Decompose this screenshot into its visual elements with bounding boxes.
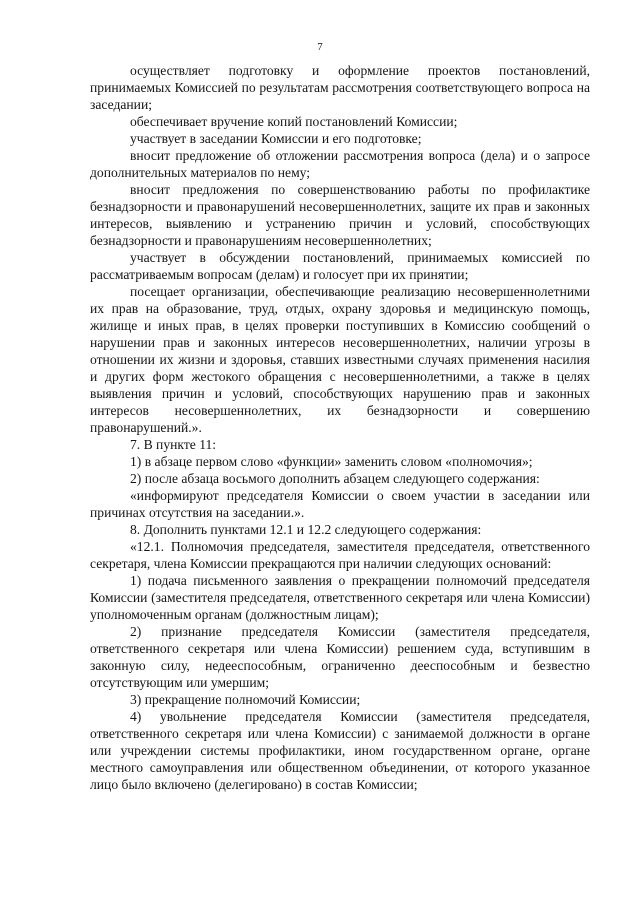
- paragraph: «информируют председателя Комиссии о своем участии в заседании или причинах отсутствия на заседании.».: [90, 488, 590, 520]
- paragraph: вносит предложения по совершенствованию работы по профилактике безнадзорности и правонарушений несовершеннолетних, защите их прав и законных интересов, выявлению и устранению причин и условий, способствующих безнадзорности и правонарушениям несовершеннолетних;: [90, 182, 590, 248]
- paragraph: 2) после абзаца восьмого дополнить абзацем следующего содержания:: [130, 471, 540, 486]
- paragraph: осуществляет подготовку и оформление проектов постановлений, принимаемых Комиссией по результатам рассмотрения соответствующего вопроса на заседании;: [90, 63, 590, 112]
- paragraph: участвует в обсуждении постановлений, принимаемых комиссией по рассматриваемым вопросам (делам) и голосует при их принятии;: [90, 250, 590, 282]
- paragraph: посещает организации, обеспечивающие реализацию несовершеннолетними их прав на образование, труд, отдых, охрану здоровья и медицинскую помощь, жилище и иных прав, в целях проверки поступивших в Комиссию сообщений о нарушении прав и законных интересов несовершеннолетних, наличии угрозы в отношении их жизни и здоровья, ставших известными случаях применения насилия и других форм жестокого обращения с несовершеннолетними, а также в целях выявления причин и условий, способствующих нарушению прав и законных интересов несовершеннолетних, их безнадзорности и совершению правонарушений.».: [90, 284, 590, 435]
- paragraph: 8. Дополнить пунктами 12.1 и 12.2 следующего содержания:: [130, 522, 482, 537]
- paragraph: 1) подача письменного заявления о прекращении полномочий председателя Комиссии (заместителя председателя, ответственного секретаря или члена Комиссии) уполномоченным органам (должностным лицам);: [90, 573, 590, 622]
- paragraph: 7. В пункте 11:: [130, 437, 217, 452]
- page-number: 7: [317, 41, 323, 53]
- paragraph: «12.1. Полномочия председателя, заместителя председателя, ответственного секретаря, члена Комиссии прекращаются при наличии следующих оснований:: [90, 539, 590, 571]
- paragraph: 3) прекращение полномочий Комиссии;: [130, 692, 361, 707]
- paragraph: 2) признание председателя Комиссии (заместителя председателя, ответственного секретаря или члена Комиссии) решением суда, вступившим в законную силу, недееспособным, ограниченно дееспособным и безвестно отсутствующим или умершим;: [90, 624, 590, 690]
- paragraph: участвует в заседании Комиссии и его подготовке;: [130, 131, 422, 146]
- document-body: [90, 62, 590, 793]
- paragraph: 4) увольнение председателя Комиссии (заместителя председателя, ответственного секретаря или члена Комиссии) с занимаемой должности в органе или учреждении системы профилактики, ином государственном органе, органе местного самоуправления или общественном объединении, от которого указанное лицо было включено (делегировано) в состав Комиссии;: [90, 709, 590, 792]
- paragraph: вносит предложение об отложении рассмотрения вопроса (дела) и о запросе дополнительных материалов по нему;: [90, 148, 590, 180]
- paragraph: 1) в абзаце первом слово «функции» заменить словом «полномочия»;: [130, 454, 533, 469]
- paragraph: обеспечивает вручение копий постановлений Комиссии;: [130, 114, 458, 129]
